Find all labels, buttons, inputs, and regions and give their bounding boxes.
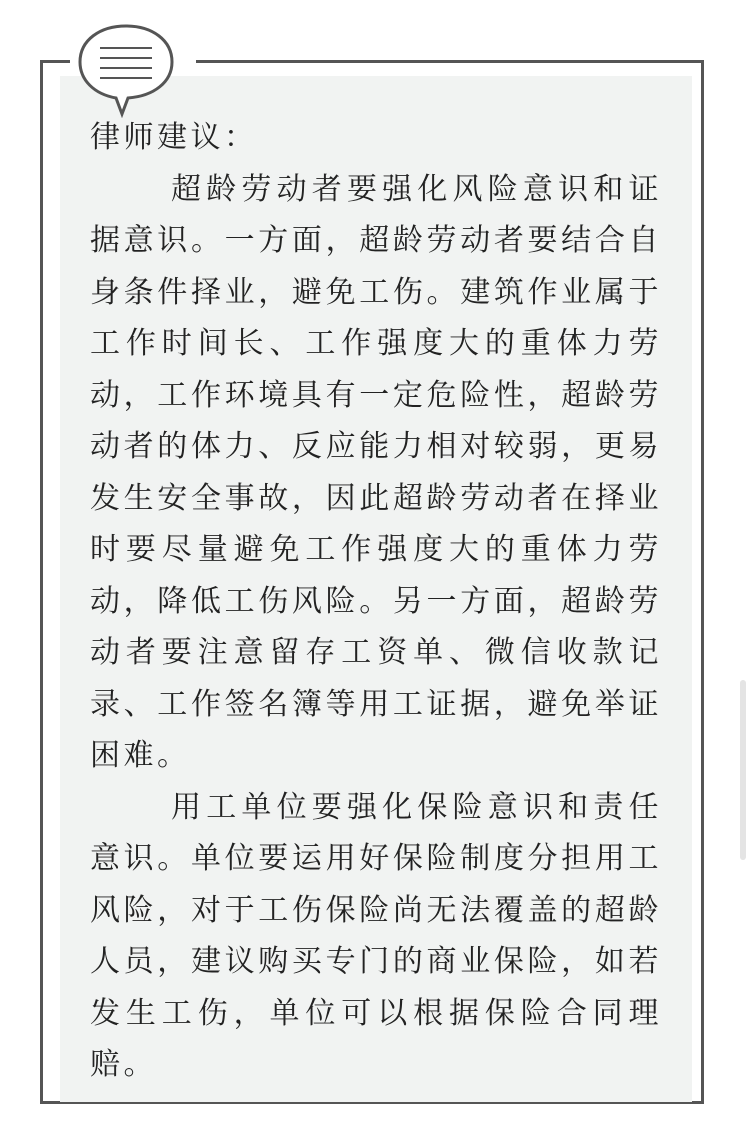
speech-bubble-icon — [76, 22, 176, 118]
scrollbar[interactable] — [740, 680, 746, 860]
paragraph-employer-advice: 用工单位要强化保险意识和责任意识。单位要运用好保险制度分担用工风险，对于工伤保险尚无法覆盖的超龄人员，建议购买专门的商业保险，如若发生工伤，单位可以根据保险合同理赔。 — [90, 789, 662, 1082]
paragraph-worker-advice: 超龄劳动者要强化风险意识和证据意识。一方面，超龄劳动者要结合自身条件择业，避免工伤。建筑作业属于工作时间长、工作强度大的重体力劳动，工作环境具有一定危险性，超龄劳动者的体力、反应能力相对较弱，更易发生安全事故，因此超龄劳动者在择业时要尽量避免工作强度大的重体力劳动，降低工伤风险。另一方面，超龄劳动者要注意留存工资单、微信收款记录、工作签名簿等用工证据，避免举证困难。 — [90, 171, 662, 773]
advice-content — [90, 112, 662, 1091]
advice-heading: 律师建议： — [90, 120, 258, 155]
